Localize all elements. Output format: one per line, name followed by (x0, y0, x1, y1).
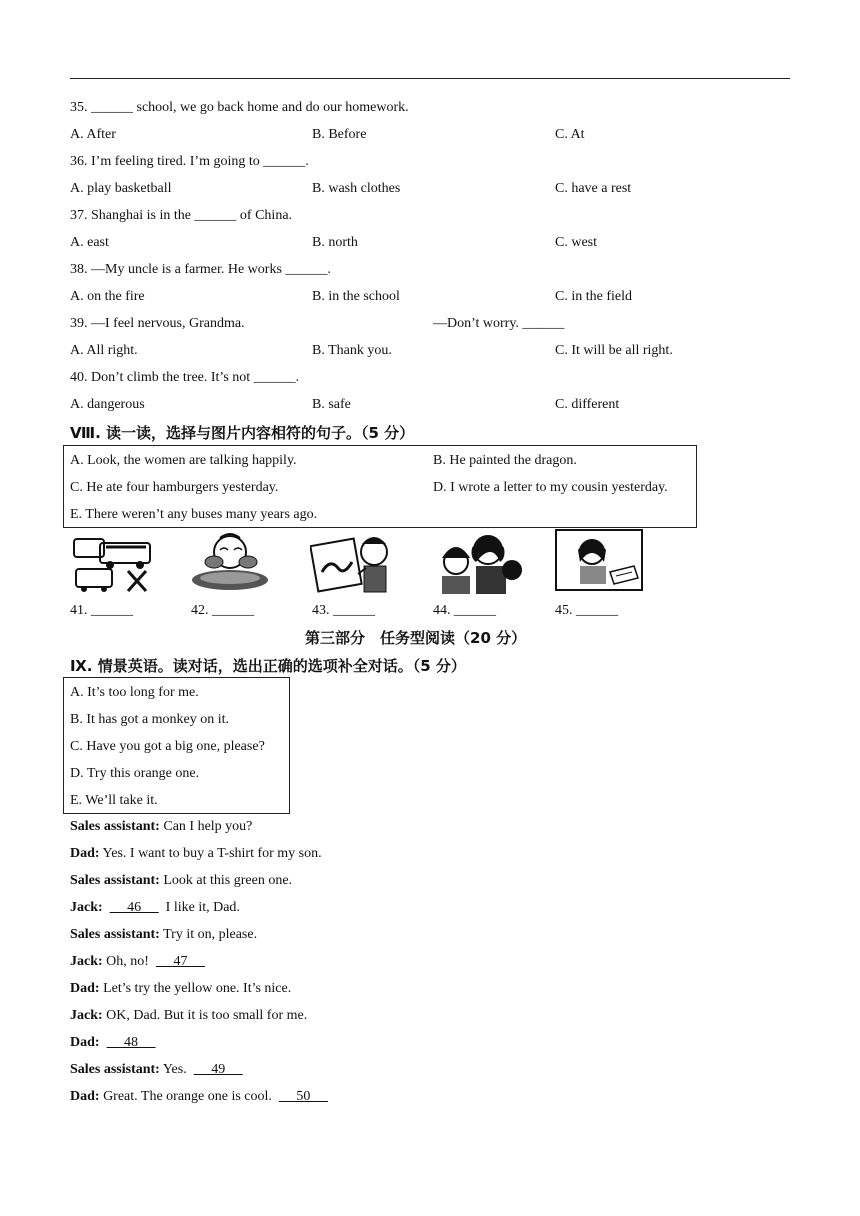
option-c: C. west (555, 235, 597, 250)
blank-44[interactable]: 44. ______ (433, 603, 496, 618)
question-36: 36. I’m feeling tired. I’m going to ______. (70, 154, 309, 169)
line-text: OK, Dad. But it is too small for me. (102, 1008, 308, 1023)
speaker: Sales assistant: (70, 873, 160, 888)
option-b: B. Thank you. (312, 343, 392, 358)
question-39: 39. —I feel nervous, Grandma. (70, 316, 245, 331)
line-text: I like it, Dad. (158, 900, 240, 915)
section-8-heading: Ⅷ. 读一读，选择与图片内容相符的句子。（5 分） (70, 424, 415, 442)
speaker: Jack: (70, 954, 103, 969)
dialogue-line (70, 818, 252, 836)
question-39-reply: —Don’t worry. ______ (433, 316, 565, 331)
question-37: 37. Shanghai is in the ______ of China. (70, 208, 293, 223)
speaker: Dad: (70, 1089, 100, 1104)
option-a: A. on the fire (70, 289, 145, 304)
women-talking-icon (432, 530, 524, 596)
hamburger-eating-icon (190, 528, 270, 594)
option-c: C. have a rest (555, 181, 632, 196)
line-text: Can I help you? (159, 819, 253, 834)
dialogue-line (70, 872, 292, 890)
speaker: Dad: (70, 1035, 100, 1050)
line-text: Look at this green one. (159, 873, 293, 888)
choice-e: E. We’ll take it. (70, 793, 158, 808)
question-38: 38. —My uncle is a farmer. He works ______. (70, 262, 331, 277)
speaker: Sales assistant: (70, 819, 160, 834)
dialogue-line (70, 926, 257, 944)
option-b: B. Before (312, 127, 367, 142)
dialogue-line (70, 953, 205, 971)
option-b: B. safe (312, 397, 351, 412)
option-a: A. After (70, 127, 116, 142)
line-text: Yes. I want to buy a T-shirt for my son. (99, 846, 322, 861)
line-text: Try it on, please. (159, 927, 258, 942)
choice-d: D. Try this orange one. (70, 766, 200, 781)
option-c: C. At (555, 127, 585, 142)
answer-blank-50[interactable]: 50 (278, 1089, 328, 1104)
dialogue-line (70, 1061, 243, 1079)
option-a: A. dangerous (70, 397, 145, 412)
choice-b: B. It has got a monkey on it. (70, 712, 230, 727)
choice-a: A. It’s too long for me. (70, 685, 199, 700)
option-b: B. in the school (312, 289, 400, 304)
bus-crossed-icon (70, 533, 156, 593)
section-8-choice-box (63, 445, 697, 528)
answer-blank-46[interactable]: 46 (109, 900, 159, 915)
dragon-painting-icon (310, 528, 396, 596)
section-9-heading: Ⅸ. 情景英语。读对话，选出正确的选项补全对话。（5 分） (70, 657, 466, 675)
option-c: C. It will be all right. (555, 343, 673, 358)
answer-blank-47[interactable]: 47 (155, 954, 205, 969)
dialogue-line (70, 845, 322, 863)
dialogue-line (70, 1088, 328, 1106)
header-rule (70, 78, 790, 79)
choice-c: C. Have you got a big one, please? (70, 739, 265, 754)
question-40: 40. Don’t climb the tree. It’s not ______. (70, 370, 300, 385)
blank-43[interactable]: 43. ______ (312, 603, 375, 618)
part-3-title: 第三部分 任务型阅读（20 分） (305, 629, 527, 647)
blank-41[interactable]: 41. ______ (70, 603, 133, 618)
choice-b: B. He painted the dragon. (433, 453, 577, 468)
section-9-choice-box (63, 677, 290, 814)
speaker: Sales assistant: (70, 1062, 160, 1077)
answer-blank-49[interactable]: 49 (193, 1062, 243, 1077)
dialogue-line (70, 980, 291, 998)
option-a: A. All right. (70, 343, 138, 358)
blank-45[interactable]: 45. ______ (555, 603, 618, 618)
option-c: C. different (555, 397, 620, 412)
choice-e: E. There weren’t any buses many years ago. (70, 507, 318, 522)
option-c: C. in the field (555, 289, 632, 304)
choice-d: D. I wrote a letter to my cousin yesterday. (433, 480, 668, 495)
question-35: 35. ______ school, we go back home and do our homework. (70, 100, 409, 115)
line-text (100, 1035, 107, 1050)
speaker: Sales assistant: (70, 927, 160, 942)
option-b: B. north (312, 235, 358, 250)
girl-writing-icon (554, 528, 646, 594)
dialogue-line (70, 1034, 156, 1052)
line-text: Oh, no! (102, 954, 156, 969)
speaker: Dad: (70, 981, 100, 996)
speaker: Jack: (70, 900, 103, 915)
line-text: Let’s try the yellow one. It’s nice. (99, 981, 292, 996)
option-a: A. east (70, 235, 109, 250)
dialogue-line (70, 899, 240, 917)
line-text: Yes. (159, 1062, 194, 1077)
speaker: Jack: (70, 1008, 103, 1023)
blank-42[interactable]: 42. ______ (191, 603, 254, 618)
option-b: B. wash clothes (312, 181, 401, 196)
choice-c: C. He ate four hamburgers yesterday. (70, 480, 279, 495)
answer-blank-48[interactable]: 48 (106, 1035, 156, 1050)
line-text (103, 900, 110, 915)
line-text: Great. The orange one is cool. (99, 1089, 279, 1104)
option-a: A. play basketball (70, 181, 172, 196)
speaker: Dad: (70, 846, 100, 861)
choice-a: A. Look, the women are talking happily. (70, 453, 297, 468)
dialogue-line (70, 1007, 307, 1025)
